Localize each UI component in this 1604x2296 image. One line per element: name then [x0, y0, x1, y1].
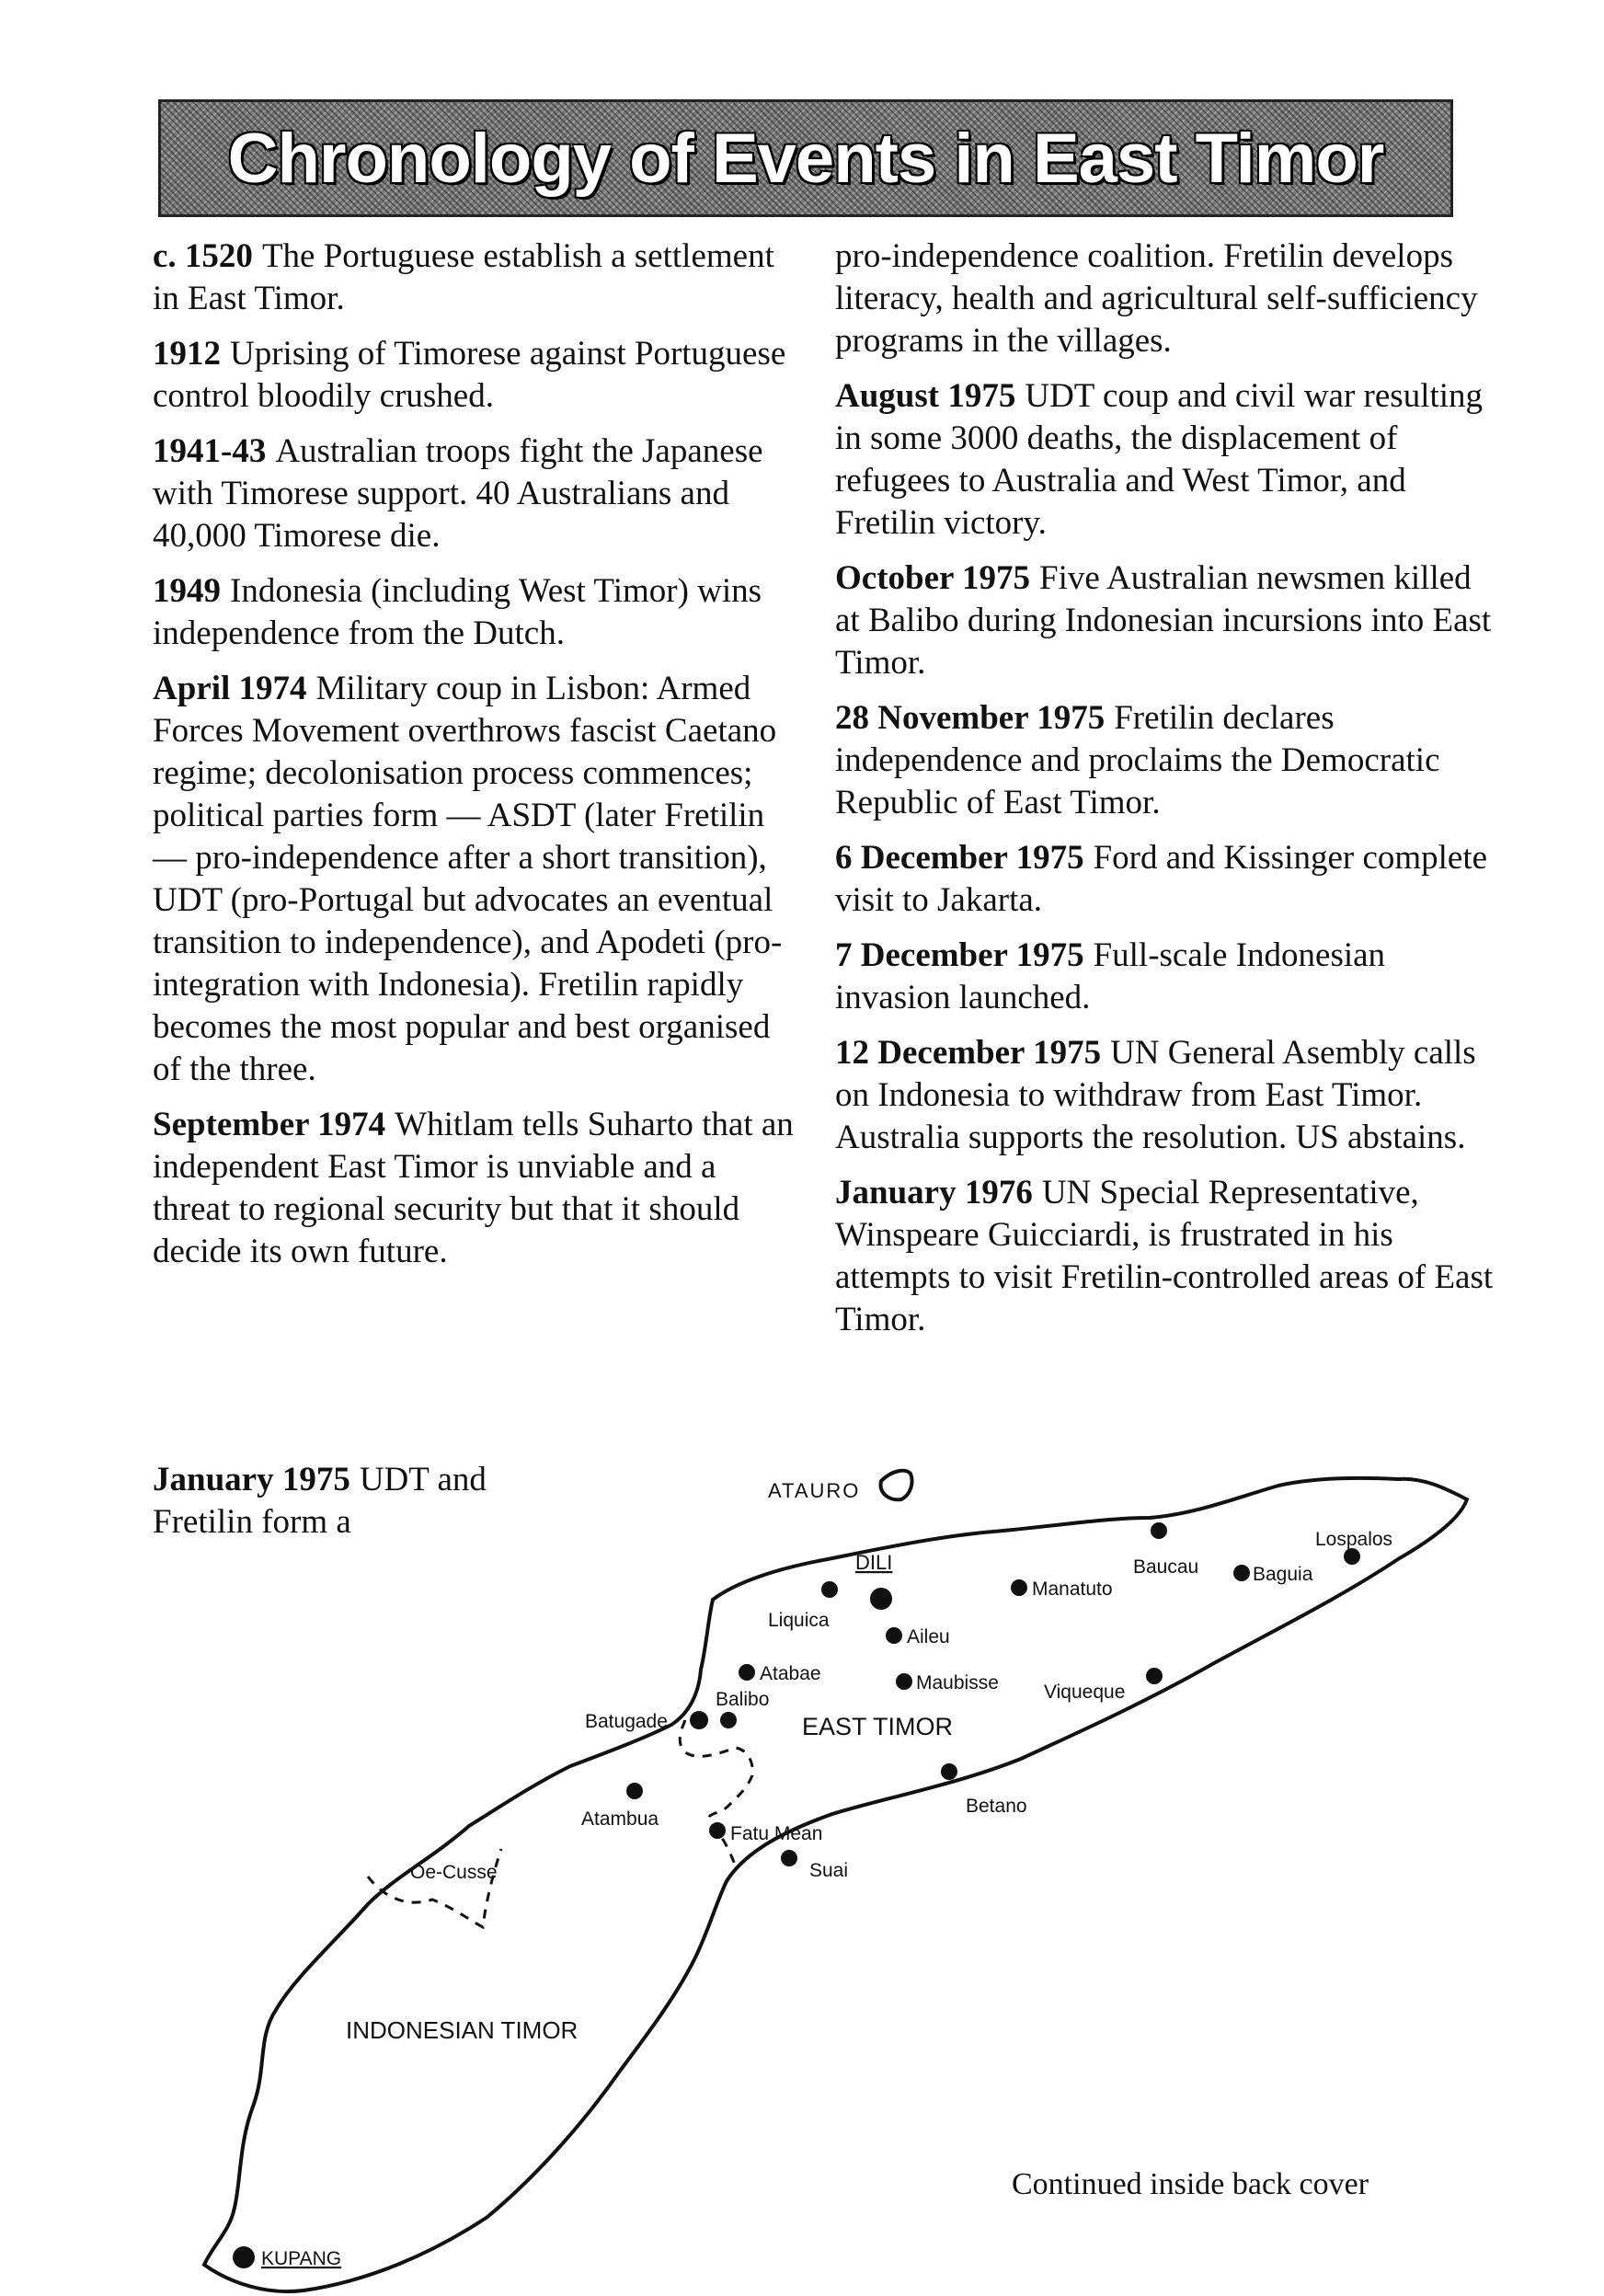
dot-batugade [690, 1711, 708, 1729]
dot-maubisse [896, 1673, 912, 1690]
entry-date: 1941-43 [153, 432, 267, 470]
chronology-entry [153, 333, 796, 418]
right-column [835, 235, 1497, 1354]
dot-atambua [626, 1783, 643, 1799]
label-suai: Suai [809, 1860, 849, 1881]
dot-aileu [886, 1627, 902, 1644]
border-line [680, 1720, 752, 1867]
dot-kupang [233, 2246, 255, 2268]
entry-date: January 1975 [153, 1461, 350, 1498]
dot-dili [870, 1588, 892, 1610]
chronology-entry [835, 1172, 1497, 1341]
chronology-entry [153, 668, 796, 1091]
entry-date: 1912 [153, 335, 221, 373]
entry-date: January 1976 [835, 1174, 1033, 1211]
label-viqueque: Viqueque [1044, 1682, 1126, 1703]
dot-baucau [1151, 1522, 1167, 1539]
label-baguia: Baguia [1253, 1564, 1313, 1585]
continued-note: Continued inside back cover [1012, 2167, 1369, 2201]
dot-manatuto [1011, 1579, 1027, 1596]
dot-betano [941, 1763, 957, 1780]
chronology-entry [835, 375, 1497, 545]
entry-date: August 1975 [835, 377, 1016, 415]
entry-text: UDT coup and civil war resulting in some 3000 deaths, the displacement of refugees to Australia and West Timor, and Fretilin victory. [835, 377, 1484, 542]
label-dili: DILI [855, 1551, 893, 1574]
page-title: Chronology of Events in East Timor [227, 119, 1384, 198]
entry-text: The Portuguese establish a settlement in East Timor. [153, 237, 774, 317]
chronology-entry [835, 697, 1497, 824]
label-batugade: Batugade [585, 1711, 668, 1732]
chronology-entry [153, 1104, 796, 1273]
label-atabae: Atabae [760, 1663, 821, 1684]
chronology-entry [153, 570, 796, 655]
entry-text: Full-scale Indonesian invasion launched. [835, 936, 1386, 1016]
label-east-timor: EAST TIMOR [802, 1713, 954, 1740]
dot-atabae [739, 1664, 755, 1681]
entry-text: Military coup in Lisbon: Armed Forces Movement overthrows fascist Caetano regime; decolonisation process commences; political parties form — ASDT (later Fretilin — pro-independence after a short transition), UDT (pro-Portugal but advocates an eventual transition to independence), and Apodeti (pro-integration with Indonesia). Fretilin rapidly becomes the most popular and best organised of the three. [153, 670, 783, 1088]
dot-fatu-mean [709, 1822, 726, 1839]
title-banner [158, 99, 1453, 217]
dot-suai [781, 1850, 797, 1866]
entry-date: 12 December 1975 [835, 1034, 1102, 1072]
chronology-entry [835, 935, 1497, 1019]
entry-date: 1949 [153, 572, 221, 610]
entry-text: UN Special Representative, Winspeare Guicciardi, is frustrated in his attempts to visit Fretilin-controlled areas of East Timor. [835, 1174, 1494, 1338]
atauro-island-outline [881, 1471, 912, 1500]
entry-date: 28 November 1975 [835, 699, 1106, 737]
dot-viqueque [1146, 1668, 1163, 1684]
entry-date: c. 1520 [153, 237, 253, 275]
label-kupang: KUPANG [261, 2248, 342, 2269]
entry-date: 7 December 1975 [835, 936, 1084, 974]
entry-text: UDT and Fretilin form a [153, 1461, 487, 1541]
entry-date: 6 December 1975 [835, 839, 1084, 877]
label-aileu: Aileu [907, 1626, 950, 1647]
label-betano: Betano [966, 1796, 1027, 1817]
entry-text: Whitlam tells Suharto that an independent East Timor is unviable and a threat to regional security but that it should decide its own future. [153, 1106, 794, 1270]
chronology-entry [835, 557, 1497, 684]
entry-text: Fretilin declares independence and proclaims the Democratic Republic of East Timor. [835, 699, 1440, 821]
label-balibo: Balibo [716, 1689, 770, 1710]
dot-baguia [1233, 1565, 1250, 1581]
label-baucau: Baucau [1133, 1556, 1199, 1578]
chronology-entry [835, 1032, 1497, 1159]
label-atauro: ATAURO [768, 1479, 861, 1502]
dot-lospalos [1344, 1548, 1360, 1565]
entry-text: UN General Asembly calls on Indonesia to withdraw from East Timor. Australia supports the resolution. US abstains. [835, 1034, 1476, 1156]
chronology-entry [153, 235, 796, 320]
dot-liquica [821, 1581, 838, 1598]
entry-continuation: pro-independence coalition. Fretilin develops literacy, health and agricultural self-sufficiency programs in the villages. [835, 237, 1478, 360]
label-manatuto: Manatuto [1032, 1578, 1113, 1600]
left-column [153, 235, 796, 1286]
entry-date: September 1974 [153, 1106, 386, 1143]
dot-balibo [720, 1712, 737, 1728]
label-fatu-mean: Fatu Mean [730, 1823, 823, 1844]
chronology-entry [835, 837, 1497, 922]
label-lospalos: Lospalos [1315, 1529, 1393, 1550]
entry-text: Uprising of Timorese against Portuguese control bloodily crushed. [153, 335, 786, 415]
entry-text: Indonesia (including West Timor) wins independence from the Dutch. [153, 572, 762, 652]
entry-date: October 1975 [835, 559, 1031, 597]
label-maubisse: Maubisse [916, 1672, 999, 1693]
label-liquica: Liquica [768, 1610, 830, 1631]
entry-text: Australian troops fight the Japanese with Timorese support. 40 Australians and 40,000 Timorese die. [153, 432, 763, 555]
chronology-entry [153, 430, 796, 557]
label-oe-cusse: Oe-Cusse [410, 1862, 498, 1883]
label-indonesian-timor: INDONESIAN TIMOR [346, 2016, 579, 2044]
entry-text: Ford and Kissinger complete visit to Jakarta. [835, 839, 1488, 919]
label-atambua: Atambua [581, 1808, 659, 1830]
entry-date: April 1974 [153, 670, 307, 707]
entry-text: Five Australian newsmen killed at Balibo during Indonesian incursions into East Timor. [835, 559, 1492, 682]
